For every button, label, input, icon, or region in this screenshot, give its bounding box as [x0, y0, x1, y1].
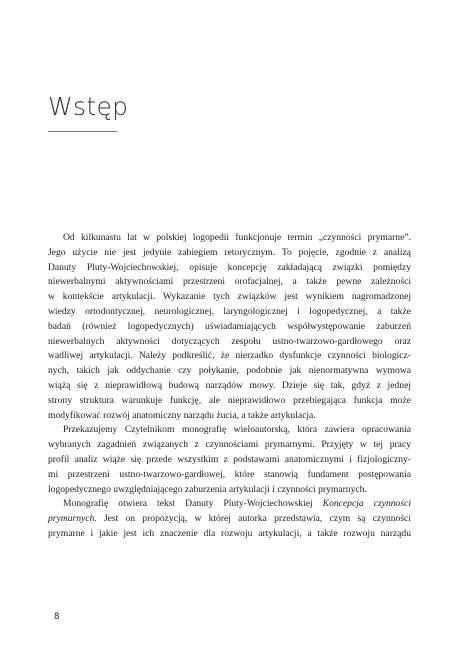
- text-line: Danuty Pluty-Wojciechowskiej, opisuje koncepcję zakładającą związki pomiędzy: [48, 261, 411, 273]
- text-line: profil analiz wiąże się przede wszystkim z podstawami anatomicznymi i fizjologiczny-: [48, 453, 411, 465]
- text-line: niewerbalnych aktywności dotyczących zespołu ustno-twarzowo-gardłowego oraz: [48, 335, 411, 347]
- text-line: wiążą się z nieprawidłową budową narządów mowy. Dzieje się tak, gdyż z jednej: [48, 379, 411, 391]
- body-text: [48, 231, 411, 542]
- text-line: logopedycznego uwzględniającego zaburzenia artykulacji i czynności prymarnych.: [48, 483, 367, 495]
- text-segment: Monografię otwiera tekst Danuty Pluty-Wojciechowskiej: [63, 498, 323, 510]
- chapter-title: Wstęp: [48, 92, 129, 121]
- italic-title: Koncepcja czynności: [322, 498, 411, 510]
- text-line: Od kilkunastu lat w polskiej logopedii funkcjonuje termin „czynności prymarne”.: [63, 232, 411, 243]
- text-line: wadliwej artykulacji. Należy podkreślić, że nierzadko dysfunkcje czynności biologicz-: [48, 350, 411, 362]
- text-line: nych, takich jak oddychanie czy połykanie, podobnie jak nienormatywna wymowa: [48, 365, 411, 377]
- text-line: strony struktura warunkuje funkcję, ale nieprawidłowo przebiegająca funkcja może: [48, 394, 411, 406]
- text-line: [48, 497, 411, 512]
- title-underline: [48, 131, 117, 132]
- page-number: 8: [54, 612, 60, 622]
- text-line: w kontekście artykulacji. Wykazanie tych związków jest wynikiem nagromadzonej: [48, 291, 411, 303]
- text-line: niewerbalnymi aktywnościami przestrzeni orofacjalnej, a także pewne zależności: [48, 276, 411, 288]
- text-line: wybranych zagadnień związanych z czynnościami prymarnymi. Przyjęty w tej pracy: [48, 439, 411, 451]
- text-line: prymarne i jakie jest ich znaczenie dla rozwoju artykulacji, a także rozwoju narządu: [48, 527, 411, 539]
- text-line: modyfikować rozwój anatomiczny narządu żucia, a także artykulacja.: [48, 409, 316, 421]
- italic-title: prymarnych: [48, 513, 95, 525]
- text-line: wiedzy ortodontycznej, neurologicznej, laryngologicznej i logopedycznej, a także: [48, 305, 411, 317]
- text-line: badań (również logopedycznych) uświadamiających współwystępowanie zaburzeń: [48, 320, 411, 332]
- text-line: mi przestrzeni ustno-twarzowo-gardłowej, które stanowią fundament postępowania: [48, 468, 411, 480]
- text-line: [48, 512, 411, 527]
- text-line: Przekazujemy Czytelnikom monografię wieloautorską, która zawiera opracowania: [63, 424, 411, 436]
- text-line: Jego użycie nie jest jedynie zabiegiem retorycznym. To pojęcie, zgodnie z analizą: [48, 246, 411, 258]
- text-segment: . Jest on propozycją, w której autorka przedstawia, czym są czynności: [94, 513, 411, 525]
